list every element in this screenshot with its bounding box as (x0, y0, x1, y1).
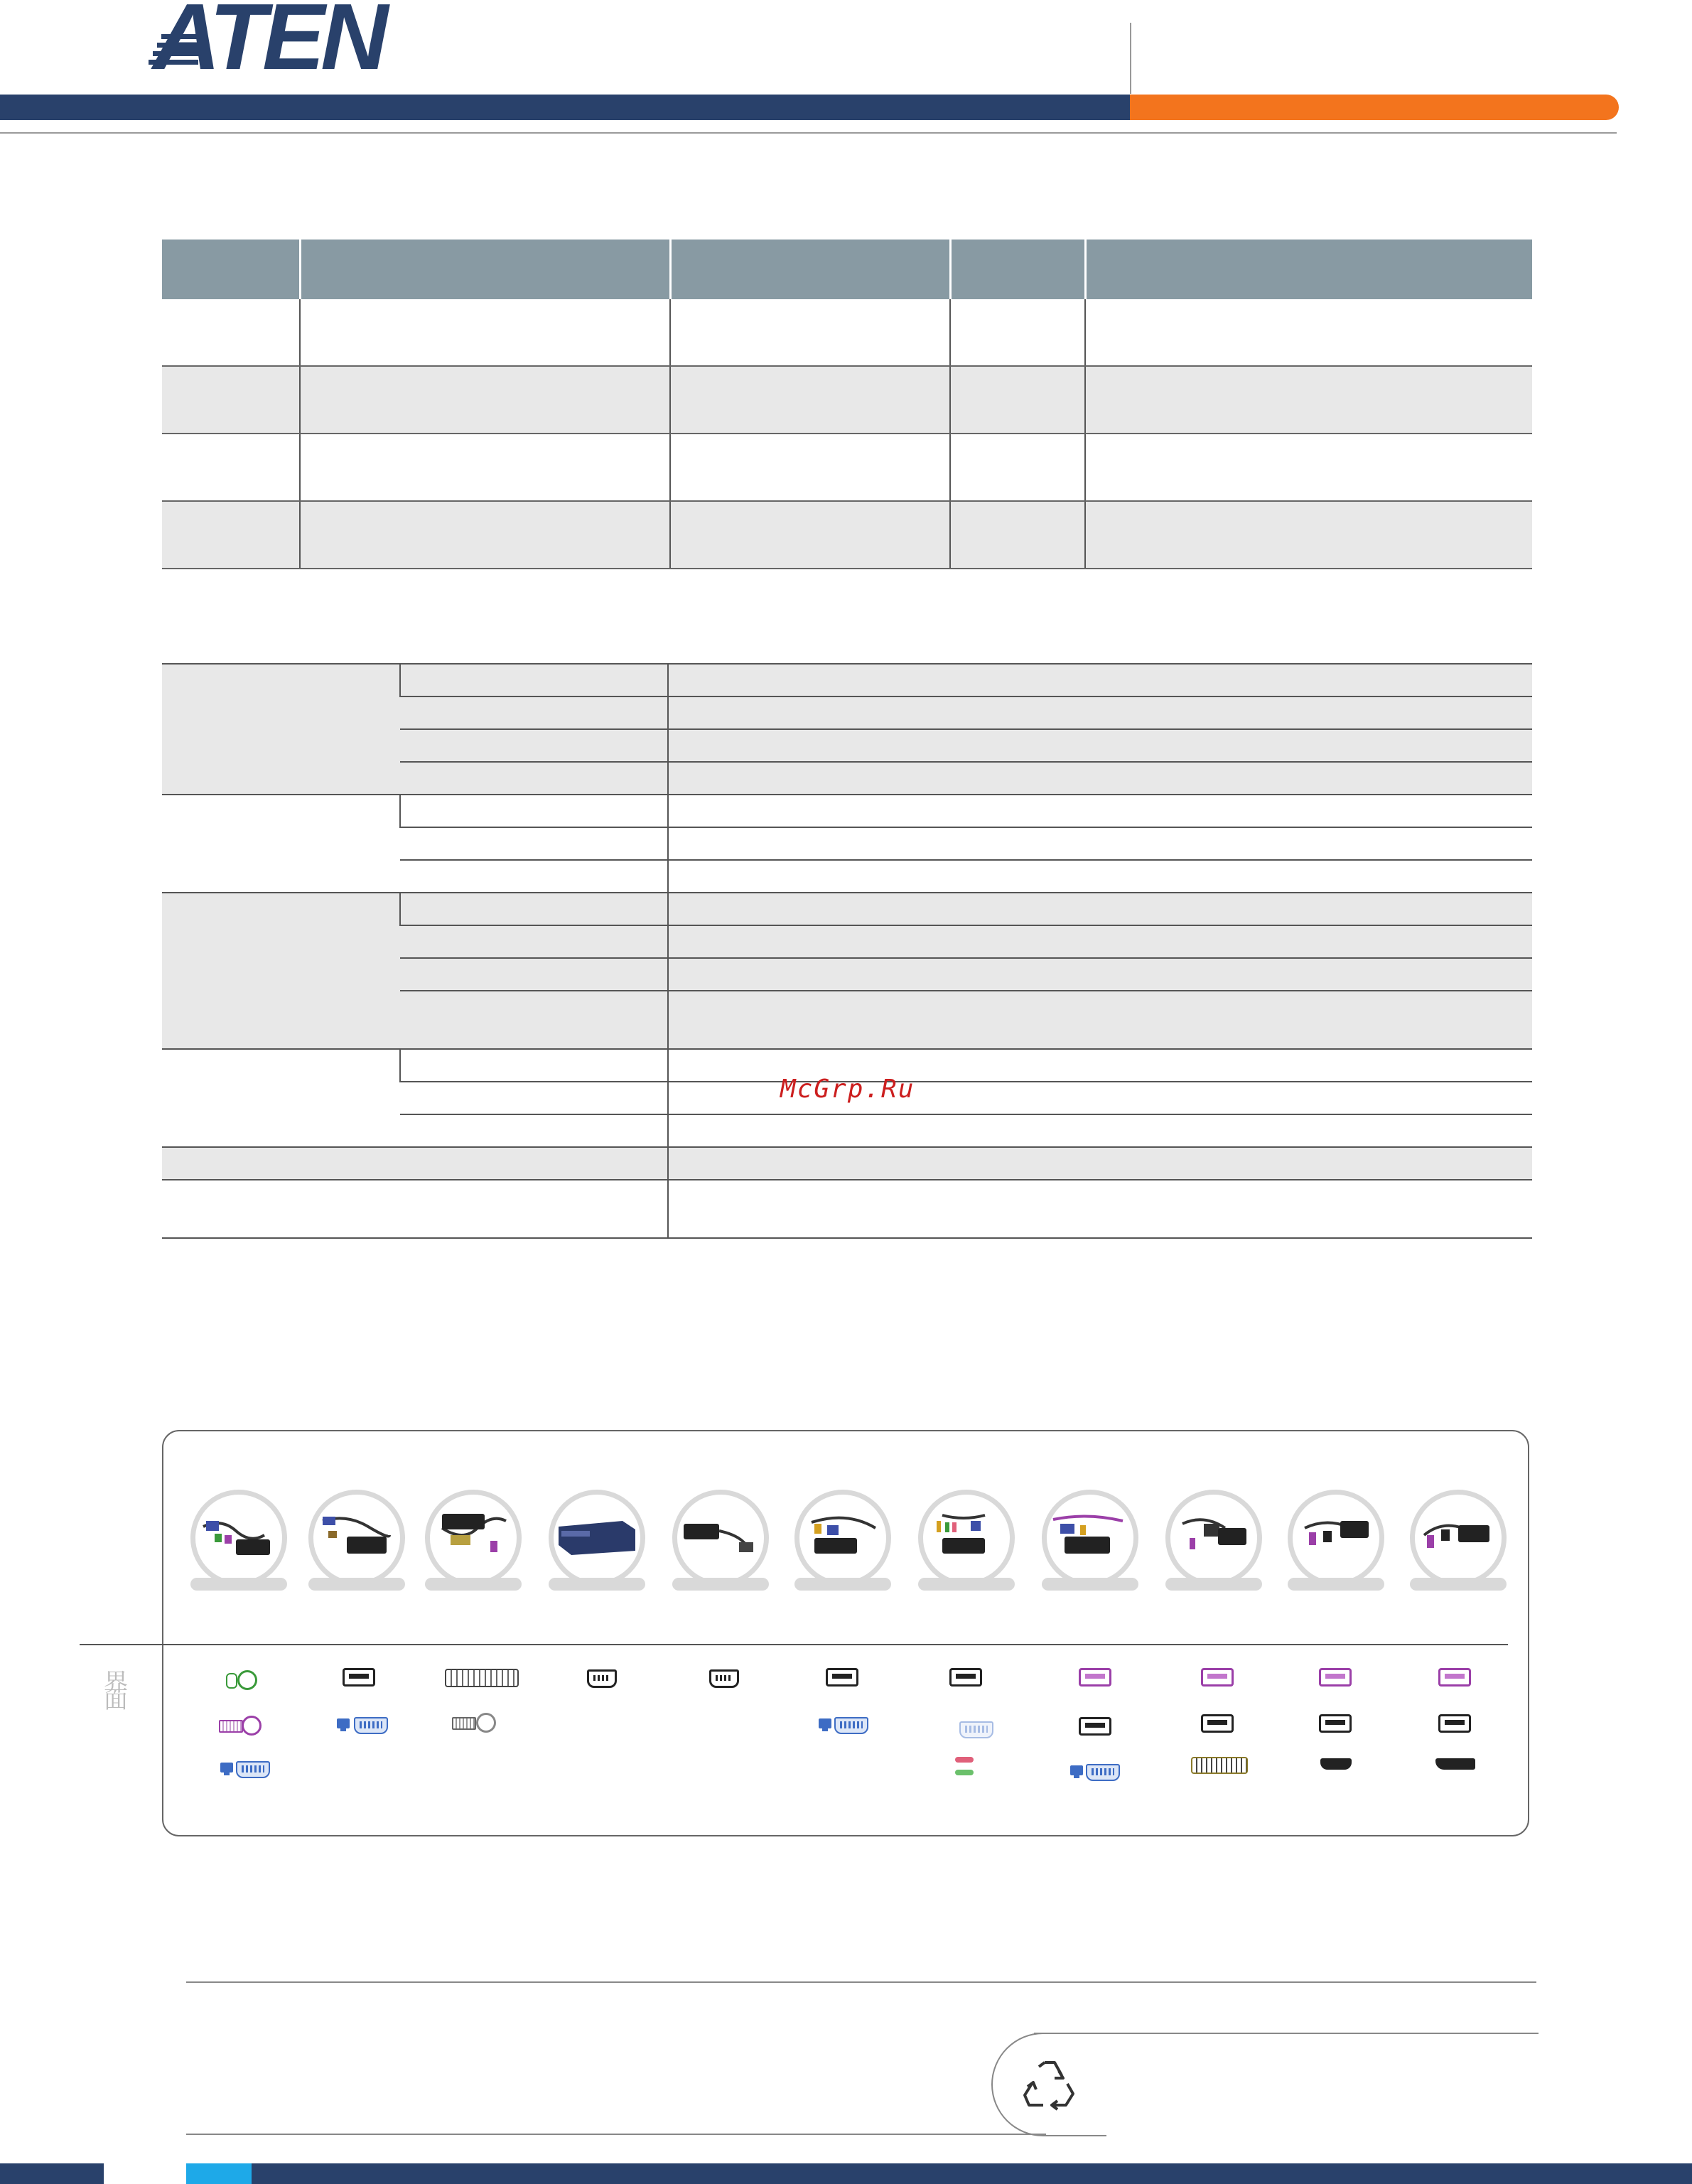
audio-out-icon (955, 1757, 974, 1763)
keyboard-icon (219, 1720, 243, 1733)
product-image (1288, 1485, 1384, 1592)
db9-icon (709, 1669, 739, 1688)
vga-icon (1086, 1764, 1120, 1781)
vga-icon (834, 1717, 868, 1734)
ps2-gray-icon (476, 1713, 496, 1733)
product-image (190, 1485, 287, 1592)
usb-cac-icon (1079, 1668, 1111, 1687)
footer-bar-navy (252, 2163, 1692, 2184)
usb-icon (1319, 1714, 1352, 1733)
usb-icon (1201, 1714, 1234, 1733)
mouse-icon (226, 1673, 237, 1689)
monitor-icon (819, 1718, 831, 1728)
vga-icon (354, 1717, 388, 1734)
table-row (162, 1180, 1532, 1238)
usb-icon (1438, 1714, 1471, 1733)
table-row (162, 795, 1532, 827)
footer-rule (1034, 2033, 1539, 2034)
footer-bar-cyan (186, 2163, 252, 2184)
table-row (162, 893, 1532, 925)
usb-icon (1079, 1717, 1111, 1736)
spec-table (162, 663, 1532, 1239)
product-image (1410, 1485, 1507, 1592)
watermark: McGrp.Ru (780, 1075, 915, 1104)
usb-icon (826, 1668, 858, 1687)
table-row (162, 366, 1532, 434)
header-divider (1130, 23, 1131, 94)
header-bar-orange (1130, 95, 1619, 120)
table-row (162, 1147, 1532, 1180)
hdmi-icon (1320, 1758, 1352, 1770)
dvi-icon (1191, 1757, 1248, 1774)
monitor-icon (220, 1763, 233, 1773)
footer-rule (186, 2134, 1046, 2135)
vga-icon (959, 1721, 993, 1738)
table-row (162, 664, 1532, 696)
panel-divider (80, 1644, 1508, 1645)
product-image (1042, 1485, 1138, 1592)
usb-cac-icon (1438, 1668, 1471, 1687)
keyboard-icon (452, 1717, 476, 1730)
product-image (425, 1485, 522, 1592)
table-row (162, 299, 1532, 366)
model-table (162, 240, 1532, 569)
monitor-icon (337, 1718, 350, 1728)
product-image (1165, 1485, 1262, 1592)
product-image (549, 1485, 645, 1592)
serial-port-icon (445, 1669, 519, 1687)
usb-cac-icon (1319, 1668, 1352, 1687)
header-rule (0, 132, 1617, 134)
vga-icon (236, 1761, 270, 1778)
monitor-icon (1070, 1765, 1083, 1775)
brand-wordmark: ATEN (153, 0, 384, 89)
db9-icon (587, 1669, 617, 1688)
usb-icon (343, 1668, 375, 1687)
header-bar-navy (0, 95, 1131, 120)
product-image (308, 1485, 405, 1592)
table-row (162, 434, 1532, 501)
usb-icon (949, 1668, 982, 1687)
displayport-icon (1435, 1758, 1475, 1770)
product-image (794, 1485, 891, 1592)
footer-bar-navy (0, 2163, 104, 2184)
footer-rule (186, 1981, 1536, 1983)
ps2-green-icon (237, 1670, 257, 1690)
product-image (918, 1485, 1015, 1592)
model-table-header (162, 240, 1532, 299)
usb-cac-icon (1201, 1668, 1234, 1687)
audio-in-icon (955, 1770, 974, 1775)
table-row (162, 501, 1532, 569)
ps2-purple-icon (242, 1716, 262, 1736)
recycle-icon (1018, 2053, 1082, 2116)
interface-label: 界面 (104, 1669, 128, 1714)
product-image (672, 1485, 769, 1592)
